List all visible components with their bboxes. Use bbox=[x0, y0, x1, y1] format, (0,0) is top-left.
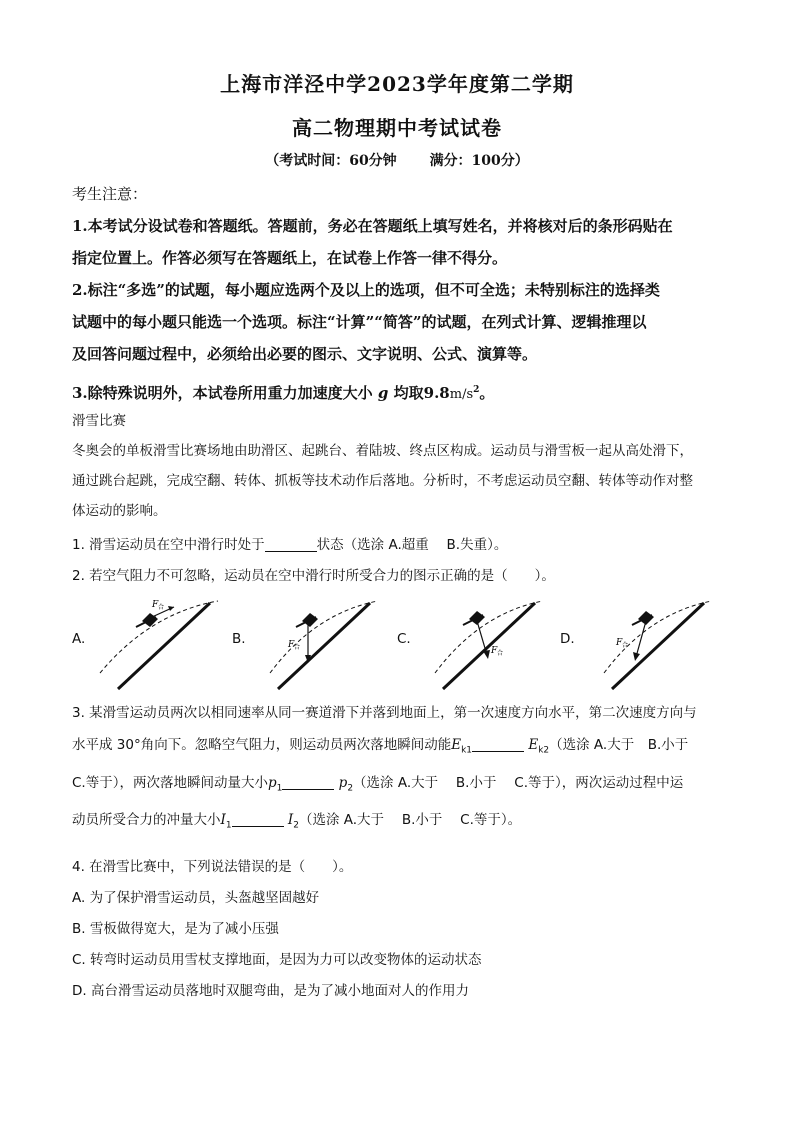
gravity-symbol: g bbox=[377, 384, 389, 402]
q1-post: 状态（选涂 A.超重 B.失重）。 bbox=[316, 537, 508, 553]
notice-heading: 考生注意： bbox=[72, 185, 148, 203]
section-intro bbox=[72, 406, 732, 526]
intro-line1: 冬奥会的单板滑雪比赛场地由助滑区、起跳台、着陆坡、终点区构成。运动员与滑雪板一起从高处滑下， bbox=[72, 443, 693, 459]
intro-line2: 通过跳台起跳，完成空翻、转体、抓板等技术动作后落地。分析时，不考虑运动员空翻、转体等动作对整 bbox=[72, 473, 693, 489]
q2-option-c-label[interactable]: C. bbox=[397, 631, 411, 647]
q2-figures bbox=[72, 593, 732, 693]
notice-item1-line2: 指定位置上。作答必须写在答题纸上，在试卷上作答一律不得分。 bbox=[72, 249, 508, 267]
q4-option-d[interactable]: D. 高台滑雪运动员落地时双腿弯曲，是为了减小地面对人的作用力 bbox=[72, 983, 469, 999]
i1-symbol: I bbox=[220, 812, 226, 829]
i1-sub: 1 bbox=[225, 821, 232, 832]
notice-block bbox=[72, 178, 732, 411]
q2-figure-d bbox=[584, 593, 714, 693]
q4-stem: 4. 在滑雪比赛中，下列说法错误的是（ ）。 bbox=[72, 859, 353, 875]
q3-line4-pre: 动员所受合力的冲量大小 bbox=[72, 812, 221, 829]
q3-line2-post: （选涂 A.大于 B.小于 bbox=[549, 737, 689, 753]
q4-option-b[interactable]: B. 雪板做得宽大，是为了减小压强 bbox=[72, 921, 279, 937]
q3-line3-post: （选涂 A.大于 B.小于 C.等于），两次运动过程中运 bbox=[353, 774, 684, 791]
unit-exponent: 2 bbox=[473, 385, 480, 395]
force-sub-c: 合 bbox=[497, 650, 504, 657]
q2-figure-c bbox=[415, 593, 545, 693]
ek2-sub: k2 bbox=[538, 745, 550, 756]
q2-option-d-label[interactable]: D. bbox=[560, 631, 575, 647]
p1-sub: 1 bbox=[276, 783, 283, 794]
q3-line3-pre: C.等于），两次落地瞬间动量大小 bbox=[72, 774, 268, 791]
force-sub-d: 合 bbox=[622, 642, 629, 649]
force-sub-b: 合 bbox=[294, 644, 301, 651]
q3-line1: 3. 某滑雪运动员两次以相同速率从同一赛道滑下并落到地面上，第一次速度方向水平，第二次速度方向与 bbox=[72, 705, 697, 721]
skier-figure-d bbox=[632, 611, 654, 625]
force-label-d: F bbox=[616, 638, 623, 648]
p2-sub: 2 bbox=[347, 783, 354, 794]
q3-line3 bbox=[72, 767, 732, 805]
ek1-sub: k1 bbox=[461, 745, 473, 756]
notice-item1-line1: 1.本考试分设试卷和答题纸。答题前，务必在答题纸上填写姓名，并将核对后的条形码贴在 bbox=[72, 217, 673, 235]
q3-line2-pre: 水平成 30°角向下。忽略空气阻力，则运动员两次落地瞬间动能 bbox=[72, 737, 452, 753]
q1-pre: 1. 滑雪运动员在空中滑行时处于 bbox=[72, 537, 265, 553]
q2-figure-a bbox=[90, 593, 220, 693]
notice-item3-mid: 均取9.8 bbox=[393, 384, 450, 402]
notice-item2-line2: 试题中的每小题只能选一个选项。标注“计算”“简答”的试题，在列式计算、逻辑推理以 bbox=[72, 313, 647, 331]
intro-line3: 体运动的影响。 bbox=[72, 503, 167, 519]
question-1 bbox=[72, 530, 732, 560]
q3-blank-p[interactable] bbox=[282, 773, 334, 790]
full-score: 满分：100分） bbox=[429, 153, 529, 169]
q4-option-a[interactable]: A. 为了保护滑雪运动员，头盔越坚固越好 bbox=[72, 890, 320, 906]
i2-symbol: I bbox=[287, 812, 294, 829]
q2-stem: 2. 若空气阻力不可忽略，运动员在空中滑行时所受合力的图示正确的是（ ）。 bbox=[72, 568, 555, 584]
skier-figure-c bbox=[463, 611, 485, 625]
q2-option-b-label[interactable]: B. bbox=[232, 631, 246, 647]
force-label-a: F bbox=[152, 600, 159, 610]
q3-line4 bbox=[72, 804, 732, 842]
notice-item2-line3: 及回答问题过程中，必须给出必要的图示、文字说明、公式、演算等。 bbox=[72, 345, 538, 363]
p2-symbol: p bbox=[338, 774, 348, 791]
force-sub-a: 合 bbox=[158, 604, 165, 611]
question-4 bbox=[72, 852, 732, 1007]
i2-sub: 2 bbox=[293, 821, 299, 832]
exam-subtitle bbox=[0, 150, 794, 170]
skier-figure-b bbox=[296, 613, 318, 627]
question-3 bbox=[72, 697, 732, 842]
q4-option-c[interactable]: C. 转弯时运动员用雪杖支撑地面，是因为力可以改变物体的运动状态 bbox=[72, 952, 482, 968]
ek2-symbol: E bbox=[528, 737, 539, 753]
force-label-b: F bbox=[288, 640, 295, 650]
q3-blank-ek[interactable] bbox=[472, 735, 524, 752]
ek1-symbol: E bbox=[451, 737, 462, 753]
exam-title-line2: 高二物理期中考试试卷 bbox=[292, 116, 502, 140]
q2-figure-b bbox=[250, 593, 380, 693]
q1-answer-blank[interactable] bbox=[265, 535, 317, 552]
q3-blank-i[interactable] bbox=[232, 810, 284, 827]
q2-option-a-label[interactable]: A. bbox=[72, 631, 86, 647]
q3-line2 bbox=[72, 729, 732, 767]
notice-item2-line1: 2.标注“多选”的试题，每小题应选两个及以上的选项，但不可全选；未特别标注的选择类 bbox=[72, 281, 660, 299]
exam-title-line1: 上海市洋泾中学2023学年度第二学期 bbox=[220, 72, 574, 96]
q3-line4-post: （选涂 A.大于 B.小于 C.等于）。 bbox=[298, 812, 522, 829]
notice-item3-pre: 3.除特殊说明外，本试卷所用重力加速度大小 bbox=[72, 384, 373, 402]
force-label-c: F bbox=[491, 646, 498, 656]
notice-item3-end: 。 bbox=[479, 384, 495, 402]
exam-time: （考试时间：60分钟 bbox=[265, 153, 397, 169]
section-title: 滑雪比赛 bbox=[72, 413, 126, 429]
question-2 bbox=[72, 561, 732, 591]
p1-symbol: p bbox=[267, 774, 277, 791]
unit-text: m/s bbox=[449, 387, 474, 402]
